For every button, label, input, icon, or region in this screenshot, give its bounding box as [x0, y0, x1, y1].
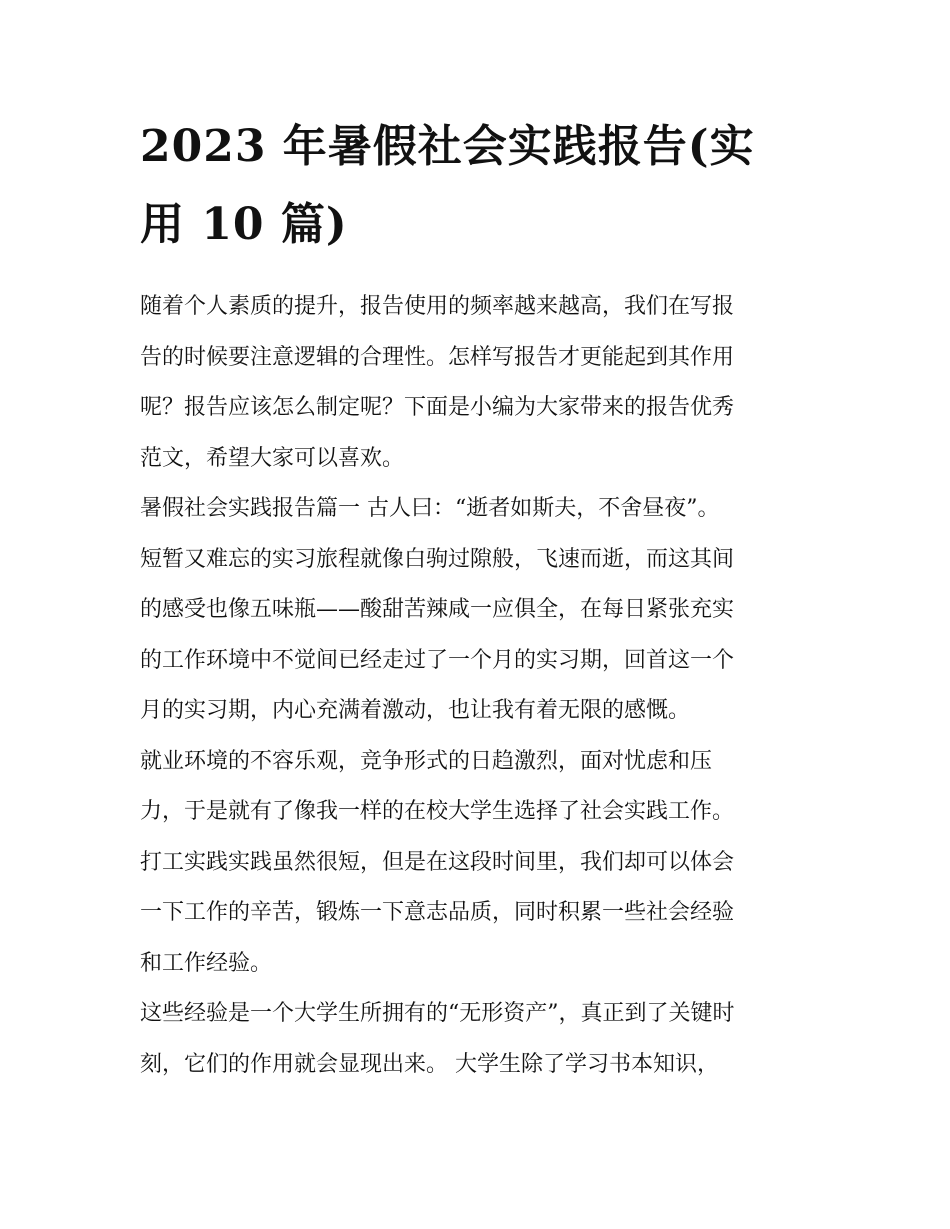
text-line: 月的实习期，内心充满着激动，也让我有着无限的感慨。 — [140, 698, 691, 723]
text-line: 呢？报告应该怎么制定呢？下面是小编为大家带来的报告优秀 — [140, 395, 735, 420]
paragraph-report-one — [140, 484, 815, 737]
document-body — [140, 282, 815, 1090]
paragraph-intro — [140, 282, 815, 484]
text-line: 短暂又难忘的实习旅程就像白驹过隙般，飞速而逝，而这其间 — [140, 546, 735, 572]
text-line: 和工作经验。 — [140, 950, 273, 976]
text-line: 随着个人素质的提升，报告使用的频率越来越高，我们在写报 — [140, 294, 735, 319]
title-line: 用 10 篇) — [140, 199, 348, 250]
document-title — [140, 108, 815, 264]
text-line: 就业环境的不容乐观，竞争形式的日趋激烈，面对忧虑和压 — [140, 748, 713, 774]
text-line: 暑假社会实践报告篇一 古人曰：“逝者如斯夫，不舍昼夜”。 — [140, 496, 720, 521]
text-line: 的工作环境中不觉间已经走过了一个月的实习期，回首这一个 — [140, 647, 735, 673]
paragraph-employment — [140, 737, 815, 990]
text-line: 告的时候要注意逻辑的合理性。怎样写报告才更能起到其作用 — [140, 344, 735, 370]
text-line: 打工实践实践虽然很短，但是在这段时间里，我们却可以体会 — [140, 849, 735, 875]
text-line: 一下工作的辛苦，锻炼一下意志品质，同时积累一些社会经验 — [140, 900, 735, 925]
text-line: 的感受也像五味瓶——酸甜苦辣咸一应俱全，在每日紧张充实 — [140, 597, 735, 622]
document-page — [140, 108, 815, 1090]
text-line: 刻，它们的作用就会显现出来。 大学生除了学习书本知识， — [140, 1051, 719, 1077]
paragraph-experience — [140, 989, 815, 1090]
text-line: 力，于是就有了像我一样的在校大学生选择了社会实践工作。 — [140, 799, 735, 824]
text-line: 这些经验是一个大学生所拥有的“无形资产”，真正到了关键时 — [140, 1001, 735, 1026]
title-line: 2023 年暑假社会实践报告(实 — [140, 121, 755, 172]
text-line: 范文，希望大家可以喜欢。 — [140, 445, 405, 471]
